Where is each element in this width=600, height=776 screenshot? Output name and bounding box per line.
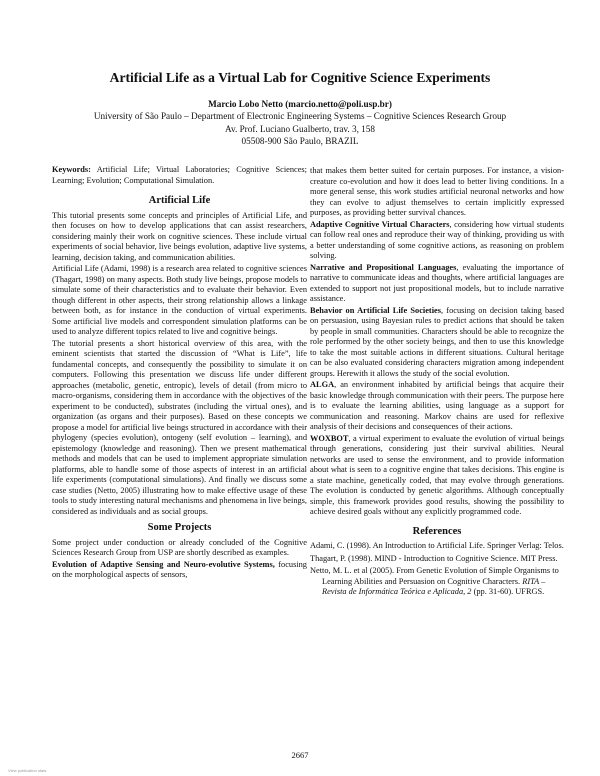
paragraph-5 <box>52 560 307 581</box>
paragraph-2: Artificial Life (Adami, 1998) is a research area related to cognitive sciences (Thagart, 1998) on many aspects. Both study live beings, propose models to simulate some of their characteristics and to evaluate their behavior. Even though different in other aspects, their strong relationship allows a linkage between both, as for instance in the conduction of virtual experiments. Some artificial live models and correspondent simulation platforms can be used to analyze different topics related to live and cognitive beings. <box>52 264 307 336</box>
left-column <box>52 165 307 582</box>
project-evolution-text: focusing on the morphological aspects of sensors, <box>52 559 307 579</box>
heading-some-projects: Some Projects <box>147 522 212 533</box>
reference-3-journal: RITA – Revista de Informática Teórica e Aplicada, 2 <box>322 576 546 596</box>
project-alga-title: ALGA <box>310 380 335 389</box>
paragraph-1: This tutorial presents some concepts and principles of Artificial Life, and then focuses on how to develop applications that can assist researchers, considering mainly their work on cognitive sciences. These include virtual experiments of social behavior, live beings evolution, adaptive live systems, learning, decision taking, and communication abilities. <box>52 210 307 262</box>
project-woxbot-text: , a virtual experiment to evaluate the evolution of virtual beings through generations, considering just their survival abilities. Neural networks are used to sense the environment, and to provide information about what is seen to a cognitive engine that takes decisions. This engine is a state machine, genetically coded, that may evolve through generations. The evolution is conducted by genetic algorithms. Although conceptually simple, this framework provides good results, showing the possibility to achieve desired goals without any explicitly programmed code. <box>310 433 564 516</box>
paragraph-10 <box>310 380 564 433</box>
keywords-label: Keywords: <box>52 165 91 174</box>
paragraph-9 <box>310 306 564 380</box>
reference-3-authors: Netto, M. L. et al (2005). From Genetic Evolution of Simple Organisms to Learning Abilities and Persuasion on Cognitive Characters. <box>310 566 559 586</box>
paragraph-4: Some project under conduction or already concluded of the Cognitive Sciences Research Group from USP are shortly described as examples. <box>52 537 307 557</box>
right-column <box>310 166 564 600</box>
affiliation: University of São Paulo – Department of Electronic Engineering Systems – Cognitive Sciences Research Group <box>93 111 507 122</box>
project-societies-text: , focusing on decision taking based on persuasion, using Bayesian rules to predict actions that should be taken by people in small communities. Characters should be able to recognize the role performed by the other society beings, and then to use this knowledge to take the most suitable actions in different situations. Cultural heritage can be also evaluated considering characters migration among independent groups. Herewith it allows the study of the social evolution. <box>310 305 564 378</box>
heading-references: References <box>412 525 462 537</box>
project-narrative-text: , evaluating the importance of narrative to communicate ideas and thoughts, where artificial languages are extended to support not just propositional models, but to include narrative assistance. <box>310 262 564 303</box>
paragraph-11 <box>310 434 564 518</box>
page-number: 2667 <box>291 750 309 760</box>
project-characters-title: Adaptive Cognitive Virtual Characters <box>310 219 450 229</box>
project-evolution-title: Evolution of Adaptive Sensing and Neuro-evolutive Systems, <box>52 559 275 569</box>
reference-2: Thagart, P. (1998). MIND - Introduction to Cognitive Science. MIT Press. <box>310 553 558 563</box>
address-line-1: Av. Prof. Luciano Gualberto, trav. 3, 158 <box>225 123 375 134</box>
footer-link[interactable]: View publication stats <box>8 768 47 773</box>
project-societies-title: Behavior on Artificial Life Societies <box>310 305 441 315</box>
address-line-2: 05508-900 São Paulo, BRAZIL <box>241 135 359 146</box>
keywords-text: Artificial Life; Virtual Laboratories; Cognitive Sciences; Learning; Evolution; Computational Simulation. <box>52 165 307 185</box>
paragraph-3: The tutorial presents a short historical overview of this area, with the eminent scientists that started the discussion of “What is Life”, life fundamental concepts, and consequently the possibility to simulate it on computers. Following this presentation we discuss life under different approaches (metabolic, genetic, entropic), levels of detail (from micro to macro-organisms, considering them in accordance with the objectives of the experiment to be conducted), substrates (including the virtual ones), and organization (as organs and their purposes). Based on these concepts we propose a model for artificial live beings structured in accordance with their phylogeny (species evolution), ontogeny (self evolution – learning), and epistemology (knowledge and reasoning). Then we present mathematical methods and models that can be used to implement appropriate simulation platforms, able to handle some of those aspects of interest in an artificial life experiments (computational simulations). And finally we discuss some case studies (Netto, 2005) illustrating how to make effective usage of these tools to study interesting natural mechanisms and phenomena in live beings, considered as individuals and as social groups. <box>52 338 307 516</box>
paragraph-6: that makes them better suited for certain purposes. For instance, a vision-creature co-evolution and how it does lead to better living conditions. In a more general sense, this work studies artificial neuronal networks and how they can evolve to adjust themselves to certain implicitly expressed purposes, as providing better survival chances. <box>310 166 564 217</box>
author-name: Marcio Lobo Netto (marcio.netto@poli.usp.br) <box>208 99 392 109</box>
reference-1: Adami, C. (1998). An Introduction to Artificial Life. Springer Verlag: Telos. <box>310 541 564 550</box>
heading-artificial-life: Artificial Life <box>148 195 211 206</box>
reference-3-pages: (pp. 31-60). UFRGS. <box>471 587 545 596</box>
project-alga-text: , an environment inhabited by artificial beings that acquire their basic knowledge through communication with their peers. The purpose here is to evaluate the learning abilities, using language as a support for communication and reasoning. Markov chains are used for reflexive analysis of their decisions and consequences of their actions. <box>310 380 564 431</box>
project-woxbot-title: WOXBOT <box>310 433 349 443</box>
paragraph-8 <box>310 263 564 305</box>
reference-3 <box>310 566 564 598</box>
keywords <box>52 165 307 186</box>
paragraph-7 <box>310 220 564 262</box>
paper-title: Artificial Life as a Virtual Lab for Cognitive Science Experiments <box>109 70 491 85</box>
author-block <box>0 98 600 147</box>
project-characters-text: , considering how virtual students can follow real ones and reproduce their way of thinking, providing us with a better understanding of some cognitive actions, as reasoning on problem solving. <box>310 219 564 260</box>
project-narrative-title: Narrative and Propositional Languages <box>310 262 457 272</box>
